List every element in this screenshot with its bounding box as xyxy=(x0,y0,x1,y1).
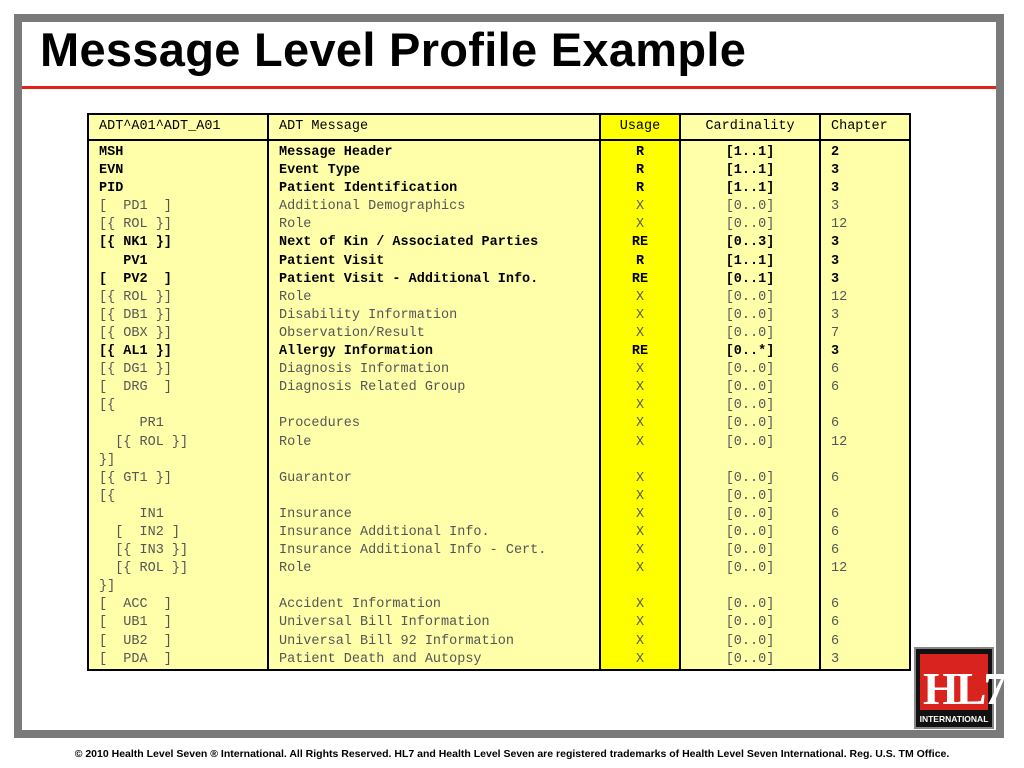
table-row xyxy=(88,470,910,488)
cardinality-cell: [1..1] xyxy=(680,162,820,180)
usage-cell: X xyxy=(600,325,680,343)
table-row xyxy=(88,651,910,670)
cardinality-cell: [0..1] xyxy=(680,271,820,289)
message-cell xyxy=(268,397,600,415)
header-usage: Usage xyxy=(600,114,680,140)
cardinality-cell: [0..0] xyxy=(680,415,820,433)
segment-cell: [{ DB1 }] xyxy=(88,307,268,325)
usage-cell: X xyxy=(600,307,680,325)
cardinality-cell: [0..0] xyxy=(680,633,820,651)
table-row xyxy=(88,162,910,180)
logo-caption: INTERNATIONAL xyxy=(919,714,989,724)
chapter-cell: 6 xyxy=(820,470,910,488)
table-row xyxy=(88,524,910,542)
cardinality-cell: [0..0] xyxy=(680,307,820,325)
segment-cell: }] xyxy=(88,452,268,470)
usage-cell: X xyxy=(600,614,680,632)
message-cell: Patient Death and Autopsy xyxy=(268,651,600,670)
segment-cell: }] xyxy=(88,578,268,596)
chapter-cell: 3 xyxy=(820,343,910,361)
table-row xyxy=(88,614,910,632)
usage-cell xyxy=(600,452,680,470)
message-cell: Diagnosis Related Group xyxy=(268,379,600,397)
table-row xyxy=(88,397,910,415)
table-row xyxy=(88,488,910,506)
hl7-logo-graphic xyxy=(916,649,1004,727)
cardinality-cell: [0..0] xyxy=(680,470,820,488)
chapter-cell: 3 xyxy=(820,651,910,670)
table-header xyxy=(88,114,910,140)
segment-cell: [{ ROL }] xyxy=(88,434,268,452)
chapter-cell: 6 xyxy=(820,596,910,614)
message-cell: Role xyxy=(268,289,600,307)
usage-cell: RE xyxy=(600,234,680,252)
header-segment: ADT^A01^ADT_A01 xyxy=(88,114,268,140)
chapter-cell: 3 xyxy=(820,253,910,271)
message-cell: Role xyxy=(268,560,600,578)
cardinality-cell: [0..0] xyxy=(680,198,820,216)
chapter-cell xyxy=(820,578,910,596)
segment-cell: [ ACC ] xyxy=(88,596,268,614)
message-cell: Additional Demographics xyxy=(268,198,600,216)
table-row xyxy=(88,271,910,289)
chapter-cell: 12 xyxy=(820,216,910,234)
segment-cell: MSH xyxy=(88,140,268,162)
chapter-cell: 3 xyxy=(820,162,910,180)
cardinality-cell: [0..0] xyxy=(680,434,820,452)
cardinality-cell: [0..3] xyxy=(680,234,820,252)
message-cell: Disability Information xyxy=(268,307,600,325)
chapter-cell: 12 xyxy=(820,289,910,307)
chapter-cell: 6 xyxy=(820,633,910,651)
table-row xyxy=(88,140,910,162)
table-row xyxy=(88,361,910,379)
usage-cell: X xyxy=(600,397,680,415)
segment-cell: [{ GT1 }] xyxy=(88,470,268,488)
message-cell: Next of Kin / Associated Parties xyxy=(268,234,600,252)
cardinality-cell: [0..0] xyxy=(680,397,820,415)
usage-cell: X xyxy=(600,651,680,670)
segment-cell: PID xyxy=(88,180,268,198)
slide-title: Message Level Profile Example xyxy=(40,23,747,76)
chapter-cell: 6 xyxy=(820,524,910,542)
table-row xyxy=(88,307,910,325)
segment-cell: [ IN2 ] xyxy=(88,524,268,542)
usage-cell: X xyxy=(600,379,680,397)
segment-cell: [ PD1 ] xyxy=(88,198,268,216)
chapter-cell: 12 xyxy=(820,434,910,452)
table-row xyxy=(88,180,910,198)
segment-cell: [{ ROL }] xyxy=(88,216,268,234)
usage-cell: X xyxy=(600,434,680,452)
usage-cell: RE xyxy=(600,343,680,361)
segment-cell: [ UB1 ] xyxy=(88,614,268,632)
segment-cell: [{ DG1 }] xyxy=(88,361,268,379)
cardinality-cell: [0..0] xyxy=(680,325,820,343)
table-row xyxy=(88,560,910,578)
segment-cell: [{ AL1 }] xyxy=(88,343,268,361)
usage-cell: RE xyxy=(600,271,680,289)
cardinality-cell: [0..0] xyxy=(680,289,820,307)
cardinality-cell xyxy=(680,452,820,470)
chapter-cell: 3 xyxy=(820,234,910,252)
segment-cell: [{ xyxy=(88,488,268,506)
usage-cell: X xyxy=(600,289,680,307)
cardinality-cell: [1..1] xyxy=(680,180,820,198)
cardinality-cell: [0..0] xyxy=(680,596,820,614)
message-cell: Universal Bill 92 Information xyxy=(268,633,600,651)
usage-cell: X xyxy=(600,361,680,379)
segment-cell: [ PDA ] xyxy=(88,651,268,670)
message-cell: Message Header xyxy=(268,140,600,162)
table-row xyxy=(88,506,910,524)
chapter-cell: 7 xyxy=(820,325,910,343)
cardinality-cell: [1..1] xyxy=(680,140,820,162)
message-cell: Observation/Result xyxy=(268,325,600,343)
segment-cell: PR1 xyxy=(88,415,268,433)
usage-cell xyxy=(600,578,680,596)
header-cardinality: Cardinality xyxy=(680,114,820,140)
segment-cell: [{ IN3 }] xyxy=(88,542,268,560)
usage-cell: X xyxy=(600,524,680,542)
cardinality-cell: [0..0] xyxy=(680,379,820,397)
chapter-cell: 12 xyxy=(820,560,910,578)
cardinality-cell: [0..0] xyxy=(680,506,820,524)
table-row xyxy=(88,452,910,470)
title-underline xyxy=(22,86,996,89)
hl7-international-logo xyxy=(914,647,1004,729)
chapter-cell: 6 xyxy=(820,614,910,632)
message-cell: Diagnosis Information xyxy=(268,361,600,379)
chapter-cell: 3 xyxy=(820,198,910,216)
usage-cell: X xyxy=(600,506,680,524)
table-row xyxy=(88,633,910,651)
chapter-cell: 6 xyxy=(820,542,910,560)
chapter-cell xyxy=(820,397,910,415)
chapter-cell: 3 xyxy=(820,180,910,198)
table-row xyxy=(88,415,910,433)
usage-cell: X xyxy=(600,470,680,488)
cardinality-cell: [0..0] xyxy=(680,542,820,560)
cardinality-cell: [0..0] xyxy=(680,216,820,234)
usage-cell: X xyxy=(600,488,680,506)
chapter-cell: 6 xyxy=(820,415,910,433)
chapter-cell xyxy=(820,488,910,506)
table-row xyxy=(88,596,910,614)
cardinality-cell: [0..0] xyxy=(680,560,820,578)
segment-cell: EVN xyxy=(88,162,268,180)
usage-cell: X xyxy=(600,542,680,560)
segment-cell: [{ xyxy=(88,397,268,415)
usage-cell: X xyxy=(600,596,680,614)
table-row xyxy=(88,234,910,252)
usage-cell: X xyxy=(600,198,680,216)
segment-cell: [{ ROL }] xyxy=(88,560,268,578)
segment-cell: [{ NK1 }] xyxy=(88,234,268,252)
chapter-cell: 2 xyxy=(820,140,910,162)
message-cell: Insurance xyxy=(268,506,600,524)
message-cell: Role xyxy=(268,434,600,452)
message-cell: Accident Information xyxy=(268,596,600,614)
message-cell: Patient Identification xyxy=(268,180,600,198)
message-cell: Patient Visit - Additional Info. xyxy=(268,271,600,289)
message-cell: Insurance Additional Info - Cert. xyxy=(268,542,600,560)
chapter-cell: 3 xyxy=(820,307,910,325)
segment-cell: [ DRG ] xyxy=(88,379,268,397)
header-message: ADT Message xyxy=(268,114,600,140)
table-row xyxy=(88,379,910,397)
message-cell xyxy=(268,452,600,470)
usage-cell: X xyxy=(600,560,680,578)
table-row xyxy=(88,542,910,560)
usage-cell: R xyxy=(600,180,680,198)
segment-cell: [{ ROL }] xyxy=(88,289,268,307)
segment-cell: [ PV2 ] xyxy=(88,271,268,289)
segment-cell: IN1 xyxy=(88,506,268,524)
message-cell: Patient Visit xyxy=(268,253,600,271)
chapter-cell: 6 xyxy=(820,379,910,397)
header-chapter: Chapter xyxy=(820,114,910,140)
usage-cell: X xyxy=(600,216,680,234)
cardinality-cell: [0..0] xyxy=(680,524,820,542)
message-cell: Universal Bill Information xyxy=(268,614,600,632)
message-cell xyxy=(268,578,600,596)
table-row xyxy=(88,325,910,343)
cardinality-cell xyxy=(680,578,820,596)
copyright-footer: © 2010 Health Level Seven ® International. All Rights Reserved. HL7 and Health Level Seven are registered trademarks of Health Level Seven International. Reg. U.S. TM Office. xyxy=(74,748,950,760)
message-cell: Event Type xyxy=(268,162,600,180)
cardinality-cell: [0..0] xyxy=(680,614,820,632)
segment-cell: [ UB2 ] xyxy=(88,633,268,651)
table-row xyxy=(88,289,910,307)
usage-cell: R xyxy=(600,140,680,162)
message-cell xyxy=(268,488,600,506)
table-row xyxy=(88,216,910,234)
usage-cell: X xyxy=(600,415,680,433)
table-body xyxy=(88,140,910,670)
chapter-cell: 6 xyxy=(820,506,910,524)
cardinality-cell: [0..0] xyxy=(680,361,820,379)
cardinality-cell: [0..*] xyxy=(680,343,820,361)
usage-cell: R xyxy=(600,253,680,271)
logo-mark-text: HL7 xyxy=(923,663,1004,714)
message-cell: Insurance Additional Info. xyxy=(268,524,600,542)
message-cell: Procedures xyxy=(268,415,600,433)
table-row xyxy=(88,578,910,596)
cardinality-cell: [1..1] xyxy=(680,253,820,271)
segment-cell: PV1 xyxy=(88,253,268,271)
header-row xyxy=(88,114,910,140)
chapter-cell: 6 xyxy=(820,361,910,379)
message-cell: Guarantor xyxy=(268,470,600,488)
table-row xyxy=(88,343,910,361)
chapter-cell: 3 xyxy=(820,271,910,289)
chapter-cell xyxy=(820,452,910,470)
table-row xyxy=(88,253,910,271)
message-cell: Allergy Information xyxy=(268,343,600,361)
message-profile-table xyxy=(87,113,911,671)
segment-cell: [{ OBX }] xyxy=(88,325,268,343)
message-cell: Role xyxy=(268,216,600,234)
cardinality-cell: [0..0] xyxy=(680,488,820,506)
table-row xyxy=(88,434,910,452)
table-row xyxy=(88,198,910,216)
usage-cell: X xyxy=(600,633,680,651)
usage-cell: R xyxy=(600,162,680,180)
cardinality-cell: [0..0] xyxy=(680,651,820,670)
